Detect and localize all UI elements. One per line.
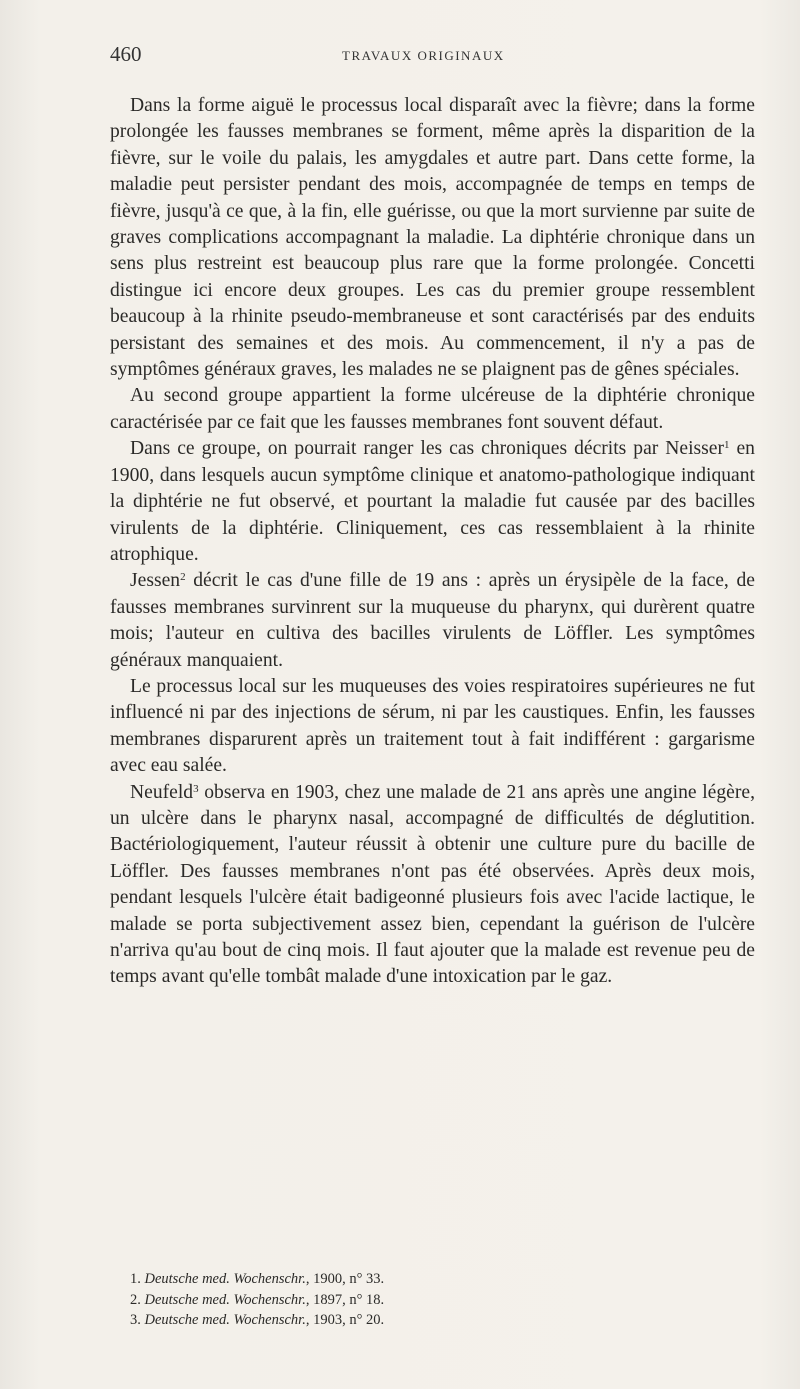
paragraph-text: Dans la forme aiguë le processus local disparaît avec la fièvre; dans la forme prolongée les fausses membranes se forment, même après la disparition de la fièvre, sur le voile du palais, les amygdales et autre part. Dans cette forme, la maladie peut persister pendant des mois, accompagnée de temps en temps de fièvre, jusqu'à ce que, à la fin, elle guérisse, ou que la mort survienne par suite de graves complications accompagnant la maladie. La diphtérie chronique dans un sens plus restreint est beaucoup plus rare que la forme prolongée. Concetti distingue ici encore deux groupes. Les cas du premier groupe ressemblent beaucoup à la rhinite pseudo-membraneuse et sont caractérisés par des enduits persistant des semaines et des mois. Au commencement, il n'y a pas de symptômes généraux graves, les malades ne se plaignent pas de gênes spéciales. bbox=[110, 95, 755, 381]
paragraph-text: Dans ce groupe, on pourrait ranger les cas chroniques décrits par Neisser bbox=[130, 438, 725, 460]
footnote-ref-text: , 1900, n° 33. bbox=[305, 1271, 385, 1287]
footnote-number: 3. bbox=[130, 1312, 141, 1328]
paragraph-text: Le processus local sur les muqueuses des voies respiratoires supérieures ne fut influencé ni par des injections de sérum, ni par les caustiques. Enfin, les fausses membranes disparurent après un traitement tout à fait indifférent : gargarisme avec eau salée. bbox=[110, 675, 755, 777]
footnote-ref: 3 bbox=[193, 782, 199, 795]
footnote-ref: 1 bbox=[724, 439, 730, 452]
footnote-ref: 2 bbox=[180, 571, 186, 584]
paragraph bbox=[110, 436, 755, 568]
footnote-ref-text: , 1903, n° 20. bbox=[305, 1312, 385, 1328]
paragraph bbox=[110, 383, 755, 436]
footnote bbox=[130, 1290, 750, 1311]
paragraph bbox=[110, 93, 755, 383]
running-head: TRAVAUX ORIGINAUX bbox=[342, 48, 505, 63]
footnote-number: 2. bbox=[130, 1291, 141, 1308]
paragraph-text: observa en 1903, chez une malade de 21 ans après une angine légère, un ulcère dans le pharynx nasal, accompagné de difficultés de déglutition. Bactériologiquement, l'auteur réussit à obtenir une culture pure du bacille de Löffler. Des fausses membranes n'ont pas été observées. Après deux mois, pendant lesquels l'ulcère était badigeonné plusieurs fois avec l'acide lactique, le malade se porta subjectivement assez bien, cependant la guérison de l'ulcère n'arriva qu'au bout de cinq mois. Il faut ajouter que la malade est revenue peu de temps avant qu'elle tombât malade d'une intoxication par le gaz. bbox=[110, 781, 755, 988]
footnote-journal: Deutsche med. Wochenschr. bbox=[144, 1271, 306, 1287]
page-header bbox=[110, 42, 755, 72]
paragraph-text: décrit le cas d'une fille de 19 ans : après un érysipèle de la face, de fausses membranes survinrent sur la muqueuse du pharynx, qui durèrent quatre mois; l'auteur en cultiva des bacilles virulents de Löffler. Les symptômes généraux manquaient. bbox=[110, 570, 755, 671]
footnote-journal: Deutsche med. Wochenschr. bbox=[144, 1291, 306, 1308]
page-number: 460 bbox=[110, 42, 142, 66]
footnotes bbox=[130, 1269, 750, 1331]
footnote-number: 1. bbox=[130, 1271, 141, 1287]
footnote-ref-text: , 1897, n° 18. bbox=[305, 1291, 385, 1308]
paragraph bbox=[110, 780, 755, 991]
paragraph-text: Au second groupe appartient la forme ulcéreuse de la diphtérie chronique caractérisée par ce fait que les fausses membranes font souvent défaut. bbox=[110, 385, 755, 433]
paragraph bbox=[110, 674, 755, 780]
footnote bbox=[130, 1269, 750, 1290]
body-text bbox=[110, 93, 755, 991]
footnote-journal: Deutsche med. Wochenschr. bbox=[144, 1312, 306, 1328]
paragraph-text: Jessen bbox=[130, 570, 181, 592]
paragraph-text: Neufeld bbox=[130, 781, 194, 803]
paragraph-text: en 1900, dans lesquels aucun symptôme clinique et anatomo-pathologique indiquant la diphtérie ne fut observé, et pourtant la maladie fut causée par des bacilles virulents de la diphtérie. Cliniquement, ces cas ressemblaient à la rhinite atrophique. bbox=[110, 438, 755, 565]
footnote bbox=[130, 1310, 750, 1331]
paragraph bbox=[110, 568, 755, 674]
